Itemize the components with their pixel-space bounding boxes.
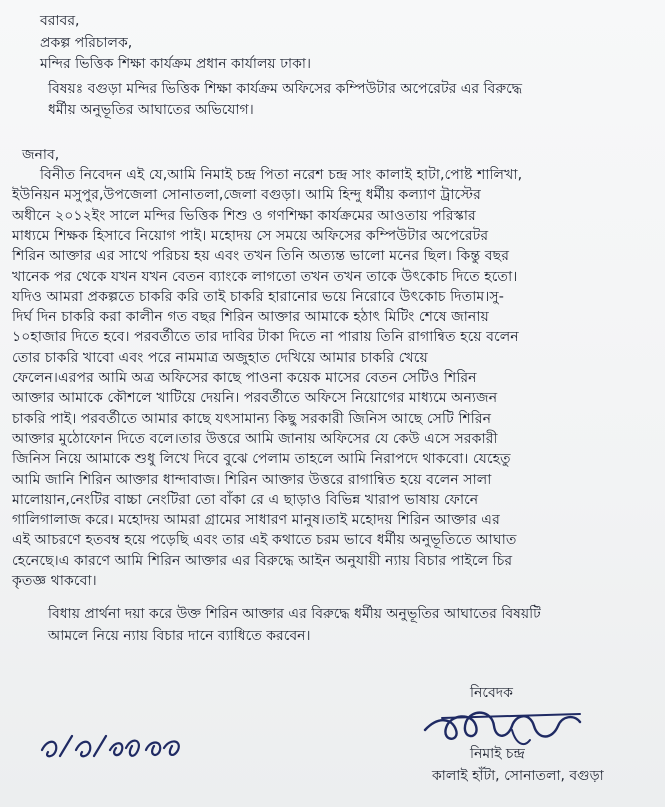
- body-line: দির্ঘ দিন চাকরি করা কালীন গত বছর শিরিন আক্তার আমাকে হঠাৎ মিটিং শেষে জানায়: [12, 309, 489, 326]
- body-line: মালোয়ান,নেংটির বাচ্চা নেংটিরা তো বাঁকা রে এ ছাড়াও বিভিন্ন খারাপ ভাষায় ফোনে: [12, 491, 479, 508]
- body-line: কৃতজ্ঞ থাকবো।: [12, 573, 97, 589]
- addressee-to: বরাবর,: [40, 13, 80, 29]
- signer-address: কালাই হাঁটা, সোনাতলা, বগুড়া: [432, 768, 604, 784]
- handwritten-date: [38, 728, 188, 768]
- body-line: গালিগালাজ করে। মহোদয় আমরা গ্রামের সাধারণ মানুষ।তাই মহোদয় শিরিন আক্তার এর: [12, 512, 500, 529]
- body-line: আক্তার মুঠোফোন দিতে বলে।তার উত্তরে আমি জানায় অফিসের যে কেউ এসে সরকারী: [12, 430, 498, 447]
- body-line: শিরিন আক্তার এর সাথে পরিচয় হয় এবং তখন তিনি অত্যন্ত ভালো মনের ছিল। কিন্তু বছর: [12, 248, 510, 265]
- body-line: ইউনিয়ন মসুপুর,উপজেলা সোনাতলা,জেলা বগুড়া। আমি হিন্দু ধর্মীয় কল্যাণ ট্রাস্টের: [12, 187, 481, 204]
- body-line: খানেক পর থেকে যখন যখন বেতন ব্যাংকে লাগতো তখন তখন তাকে উৎকোচ দিতে হতো।: [12, 268, 518, 285]
- body-line: চাকরি পাই। পরবর্তীতে আমার কাছে যৎসামান্য কিছু সরকারী জিনিস আছে সেটি শিরিন: [12, 410, 492, 427]
- subject-line-1: বিষয়ঃ বগুড়া মন্দির ভিত্তিক শিক্ষা কার্যক্রম অফিসের কম্পিউটার অপেরেটর এর বিরুদ্ধে: [48, 81, 522, 97]
- signature-label: নিবেদক: [470, 685, 513, 701]
- signer-name: নিমাই চন্দ্র: [470, 746, 525, 762]
- closing-line-2: আমলে নিয়ে ন্যায় বিচার দানে ব্যাধিতে করবেন।: [48, 628, 311, 644]
- body-line: ফেলেন।এরপর আমি অত্র অফিসের কাছে পাওনা কয়েক মাসের বেতন সেটিও শিরিন: [12, 370, 477, 386]
- recipient-title: প্রকল্প পরিচালক,: [40, 35, 133, 51]
- body-line: হেনেছে।এ কারণে আমি শিরিন আক্তার এর বিরুদ্ধে আইন অনুযায়ী ন্যায় বিচার পাইলে চির: [12, 552, 513, 569]
- body-line: জিনিস নিয়ে আমাকে শুধু লিখে দিবে বুঝে পেলাম তাহলে আমি নিরাপদে থাকবো। যেহেতু: [12, 451, 511, 468]
- body-line: মাধ্যমে শিক্ষক হিসাবে নিয়োগ পাই। মহোদয় সে সময়ে অফিসের কম্পিউটার অপেরেটর: [12, 227, 489, 244]
- body-line: তোর চাকরি খাবো এবং পরে নামমাত্র অজুহাত দেখিয়ে আমার চাকরি খেয়ে: [12, 349, 428, 366]
- body-line: যদিও আমরা প্রকল্পতে চাকরি করি তাই চাকরি হারানোর ভয়ে নিরোবে উৎকোচ দিতাম।সু-: [12, 288, 504, 305]
- closing-line-1: বিধায় প্রার্থনা দয়া করে উক্ত শিরিন আক্তার এর বিরুদ্ধে ধর্মীয় অনুভূতির আঘাতের বিষয়টি: [48, 606, 541, 622]
- body-line: এই আচরণে হতবম্ব হয়ে পড়েছি এবং তার এই কথাতে চরম ভাবে ধর্মীয় অনুভূতিতে আঘাত: [12, 532, 517, 549]
- body-line: অধীনে ২০১২ইং সালে মন্দির ভিত্তিক শিশু ও গণশিক্ষা কার্যক্রমের আওতায় পরিস্কার: [12, 207, 476, 224]
- body-line: আক্তার আমাকে কৌশলে খাটিয়ে দেয়নি। পরবর্তীতে অফিসে নিয়োগের মাধ্যমে অন্যজন: [12, 390, 498, 407]
- subject-line-2: ধর্মীয় অনুভূতির আঘাতের অভিযোগ।: [48, 102, 254, 118]
- body-line: বিনীত নিবেদন এই যে,আমি নিমাই চন্দ্র পিতা নরেশ চন্দ্র সাং কালাই হাটা,পোষ্ট শালিখা,: [40, 167, 523, 183]
- recipient-office: মন্দির ভিত্তিক শিক্ষা কার্যক্রম প্রধান কার্যালয় ঢাকা।: [40, 56, 311, 72]
- body-line: ১০হাজার দিতে হবে। পরবর্তীতে তার দাবির টাকা দিতে না পারায় তিনি রাগান্বিত হয়ে বলেন: [12, 329, 519, 346]
- body-line: আমি জানি শিরিন আক্তার ধান্দাবাজ। শিরিন আক্তার উত্তরে রাগান্বিত হয়ে বলেন সালা: [12, 471, 492, 488]
- salutation: জনাব,: [22, 147, 60, 163]
